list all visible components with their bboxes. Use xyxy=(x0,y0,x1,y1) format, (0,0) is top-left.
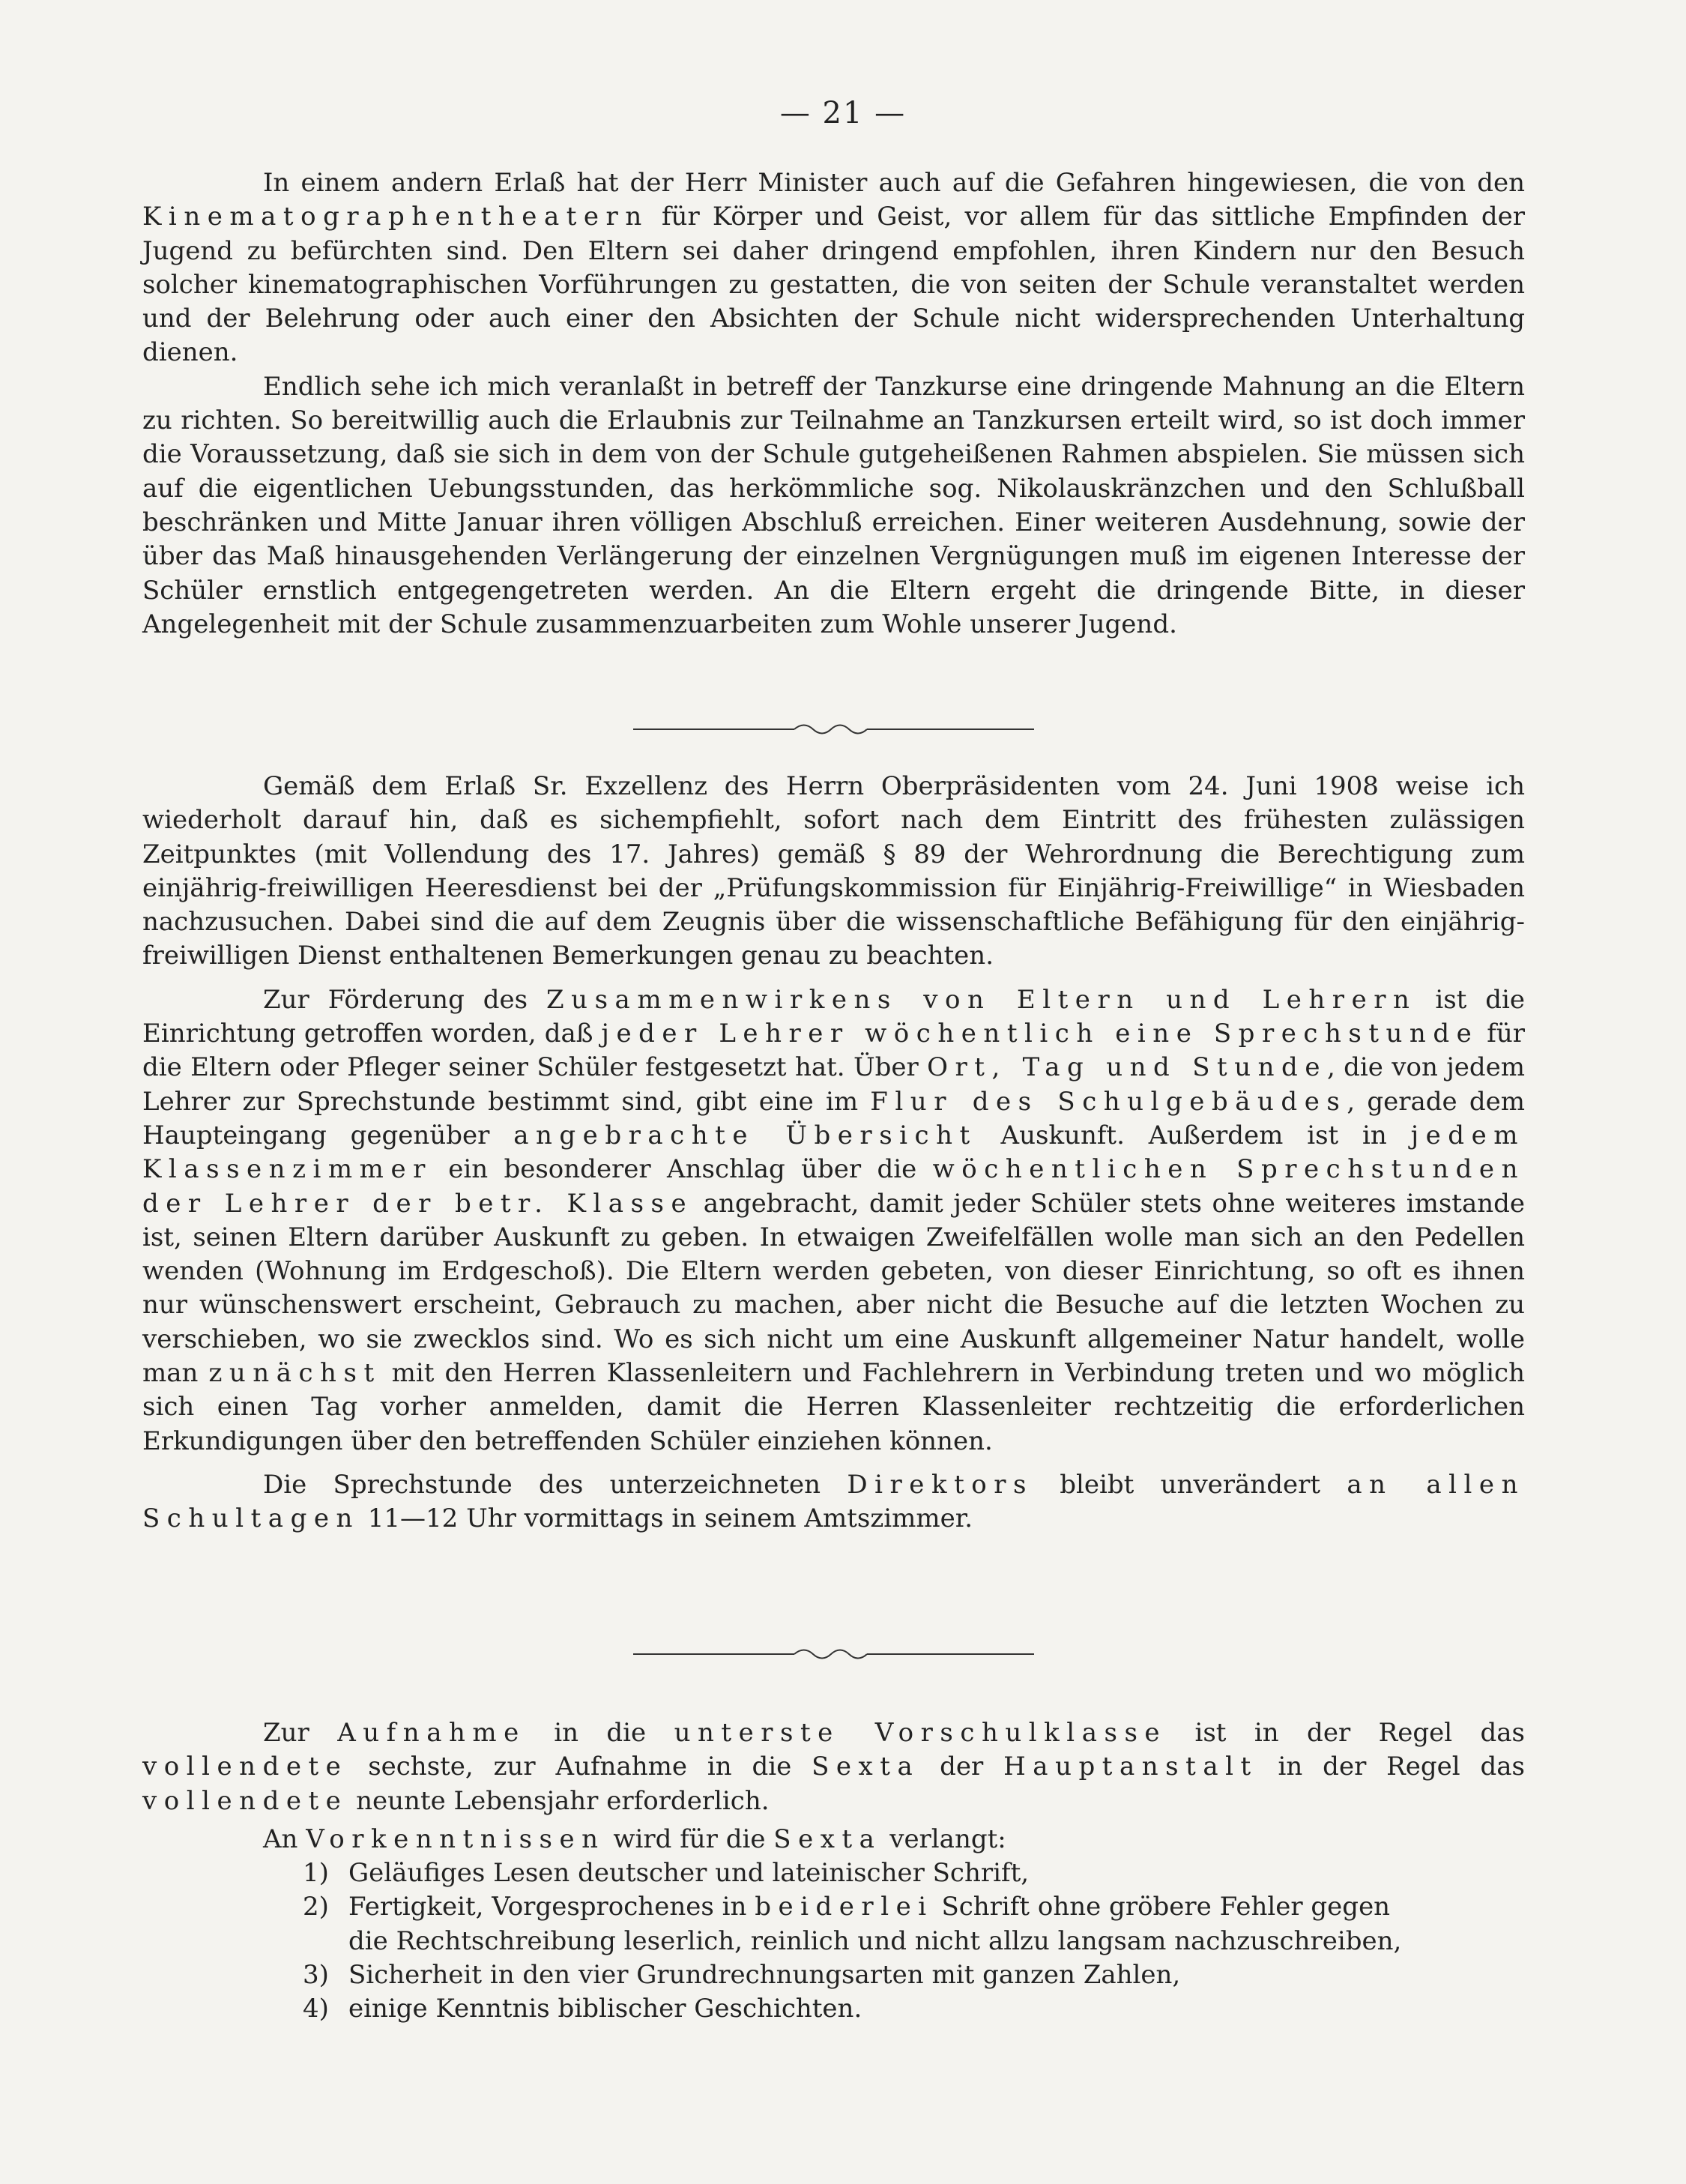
paragraph-dance: Endlich sehe ich mich veranlaßt in betreff der Tanzkurse eine dringende Mahnung an die Eltern zu richten. So bereitwillig auch die Erlaubnis zur Teilnahme an Tanzkursen erteilt wird, so ist doch immer die Voraussetzung, daß sie sich in dem von der Schule gutgeheißenen Rahmen abspielen. Sie müssen sich auf die eigentlichen Uebungsstunden, das herkömmliche sog. Nikolauskränzchen und den Schlußball beschränken und Mitte Januar ihren völligen Abschluß erreichen. Einer weiteren Ausdehnung, sowie der über das Maß hinausgehenden Verlängerung der einzelnen Vergnügungen muß im eigenen Interesse der Schüler ernstlich entgegengetreten werden. An die Eltern ergeht die dringende Bitte, in dieser Angelegenheit mit der Schule zusammenzuarbeiten zum Wohle unserer Jugend. xyxy=(142,371,1525,639)
text-run: Die Sprechstunde des unterzeichneten xyxy=(263,1469,847,1500)
section-admission xyxy=(142,1716,1525,2027)
list-item xyxy=(142,1992,1525,2026)
text-run: wird für die xyxy=(605,1823,774,1854)
text-run: angebracht, damit jeder Schüler stets ohne weiteres imstande ist, seinen Eltern darüber Auskunft zu geben. In etwaigen Zweifelfällen wolle man sich an den Pedellen wenden (Wohnung im Erdgeschoß). Die Eltern werden gebeten, von dieser Einrichtung, so oft es ihnen nur wünschenswert erscheint, Gebrauch zu machen, aber nicht die Besuche auf die letzten Wochen zu verschieben, wo sie zwecklos sind. Wo es sich nicht um eine Auskunft allgemeiner Natur handelt, wolle man xyxy=(142,1188,1525,1389)
paragraph-director-hours xyxy=(142,1468,1525,1536)
prerequisites-list xyxy=(142,1856,1525,2026)
section-cinema-dance xyxy=(142,166,1525,642)
text-run: für Körper und Geist, vor allem für das sittliche Empfinden der Jugend zu befürchten sind. Den Eltern sei daher dringend empfohlen, ihren Kindern nur den Besuch solcher kinematographischen Vorführungen zu gestatten, die von seiten der Schule veranstaltet werden und der Belehrung oder auch einer den Absichten der Schule nicht widersprechenden Unterhaltung dienen. xyxy=(142,202,1525,368)
list-text: Fertigkeit, Vorgesprochenes in xyxy=(348,1892,755,1922)
text-run: für die Eltern oder Pfleger seiner Schüler festgesetzt hat. Über xyxy=(142,1019,1525,1083)
list-item xyxy=(142,1958,1525,1992)
list-item xyxy=(142,1890,1525,1958)
list-number: 4) xyxy=(303,1994,329,2024)
spaced-text: beiderlei xyxy=(755,1892,934,1922)
ornamental-divider xyxy=(633,718,1034,740)
text-run: ist die Einrichtung getroffen worden, daß xyxy=(142,984,1525,1049)
text-run: In einem andern Erlaß hat der Herr Minister auch auf die Gefahren hingewiesen, die von den xyxy=(263,168,1525,198)
text-run: ein besonderer Anschlag über die xyxy=(432,1154,933,1185)
text-run: , die von jedem Lehrer zur Sprechstunde bestimmt sind, gibt eine im xyxy=(142,1052,1525,1117)
spaced-text: angebrachte Übersicht xyxy=(513,1120,977,1150)
spaced-text: Sexta xyxy=(773,1823,882,1854)
paragraph-military: Gemäß dem Erlaß Sr. Exzellenz des Herrn Oberpräsidenten vom 24. Juni 1908 weise ich wiederholt darauf hin, daß es sichempfiehlt, sofort nach dem Eintritt des frühesten zulässigen Zeitpunktes (mit Vollendung des 17. Jahres) gemäß § 89 der Wehrordnung die Berechtigung zum einjährig-freiwilligen Heeresdienst bei der „Prüfungskommission für Einjährig-Freiwillige“ in Wiesbaden nachzusuchen. Dabei sind die auf dem Zeugnis über die wissenschaftliche Befähigung für den einjährig-freiwilligen Dienst enthaltenen Bemerkungen genau zu beachten. xyxy=(142,771,1525,971)
text-run: verlangt: xyxy=(881,1823,1006,1854)
text-run: , gerade dem Haupteingang gegenüber xyxy=(142,1086,1525,1150)
text-run: in der Regel das xyxy=(1257,1752,1526,1782)
spaced-text: Zusammenwirkens von Eltern und Lehrern xyxy=(546,984,1417,1015)
paragraph-admission xyxy=(142,1716,1525,1818)
spaced-text: zunächst xyxy=(208,1358,381,1389)
list-text-continuation: die Rechtschreibung leserlich, reinlich und nicht allzu langsam nachzuschreiben, xyxy=(348,1925,1402,1956)
spaced-text: Direktors xyxy=(847,1469,1033,1500)
section-military-consultation xyxy=(142,770,1525,1536)
text-run: Zur Förderung des xyxy=(263,984,547,1015)
list-number: 1) xyxy=(303,1858,329,1889)
paragraph-prerequisites xyxy=(142,1823,1525,1856)
list-text: Schrift ohne gröbere Fehler gegen xyxy=(933,1892,1391,1922)
text-run: Auskunft. Außerdem ist in xyxy=(976,1120,1411,1150)
text-run: 11—12 Uhr vormittags in seinem Amtszimmer. xyxy=(359,1503,973,1534)
text-run: neunte Lebensjahr erforderlich. xyxy=(348,1785,770,1816)
spaced-text: unterste Vorschulklasse xyxy=(674,1718,1167,1748)
text-run: An xyxy=(263,1823,306,1854)
spaced-text: Sexta xyxy=(812,1752,920,1782)
list-text: Sicherheit in den vier Grundrechnungsarten mit ganzen Zahlen, xyxy=(348,1960,1181,1991)
spaced-text: vollendete xyxy=(142,1785,348,1816)
ornamental-divider xyxy=(633,1643,1034,1665)
text-run: mit den Herren Klassenleitern und Fachlehrern in Verbindung treten und wo möglich sich einen Tag vorher anmelden, damit die Herren Klassenleiter rechtzeitig die erforderlichen Erkundigungen über den betreffenden Schüler einziehen können. xyxy=(142,1358,1525,1456)
paragraph-cinema xyxy=(142,166,1525,370)
spaced-text: Flur des Schulgebäudes xyxy=(870,1086,1347,1117)
spaced-text: Vorkenntnissen xyxy=(306,1823,605,1854)
list-item xyxy=(142,1856,1525,1890)
list-number: 2) xyxy=(303,1892,329,1922)
list-text: einige Kenntnis biblischer Geschichten. xyxy=(348,1994,862,2024)
spaced-text: Aufnahme xyxy=(337,1718,526,1748)
spaced-text: jeder Lehrer wöchentlich eine Sprechstunde xyxy=(601,1019,1479,1049)
text-run: sechste, zur Aufnahme in die xyxy=(348,1752,812,1782)
spaced-text: Kinematographentheatern xyxy=(142,202,649,232)
spaced-text: wöchentlichen Sprechstunden der Lehrer der betr. Klasse xyxy=(142,1154,1525,1219)
text-run: ist in der Regel das xyxy=(1167,1718,1525,1748)
spaced-text: an allen Schultagen xyxy=(142,1469,1525,1534)
spaced-text: Ort, Tag und Stunde xyxy=(927,1052,1327,1083)
text-run: in die xyxy=(525,1718,674,1748)
spaced-text: vollendete xyxy=(142,1752,348,1782)
text-run: bleibt unverändert xyxy=(1033,1469,1347,1500)
spaced-text: jedem Klassenzimmer xyxy=(142,1120,1525,1185)
spaced-text: Hauptanstalt xyxy=(1003,1752,1258,1782)
list-number: 3) xyxy=(303,1960,329,1991)
paragraph-consultation xyxy=(142,983,1525,1458)
page-number: — 21 — xyxy=(779,96,907,130)
text-run: der xyxy=(919,1752,1004,1782)
list-text: Geläufiges Lesen deutscher und lateinischer Schrift, xyxy=(348,1858,1030,1889)
text-run: Zur xyxy=(263,1718,338,1748)
